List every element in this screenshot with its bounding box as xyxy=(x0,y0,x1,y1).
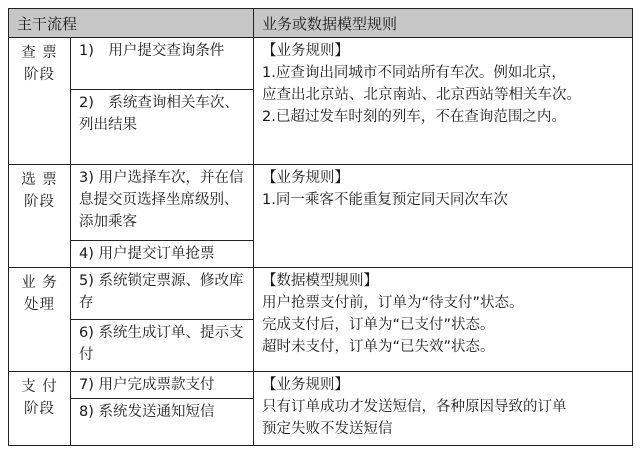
rule-line: 2.已超过发车时刻的列车，不在查询范围之内。 xyxy=(262,109,566,125)
step-cell: 1) 用户提交查询条件 xyxy=(71,38,254,90)
rule-line: 【业务规则】 xyxy=(262,43,350,59)
step-cell: 7) 用户完成票款支付 xyxy=(71,372,254,399)
header-rules: 业务或数据模型规则 xyxy=(254,9,633,38)
stage-name-line: 支 付 xyxy=(21,379,58,395)
stage-cell xyxy=(9,372,71,446)
rule-line: 1.应查询出同城市不同站所有车次。例如北京， xyxy=(262,65,566,81)
stage-name-line: 选 票 xyxy=(21,172,58,188)
rule-line: 应查出北京站、北京南站、北京西站等相关车次。 xyxy=(262,87,582,103)
stage-name-line: 业 务 xyxy=(21,275,58,291)
rule-cell xyxy=(254,165,633,268)
rule-line: 【业务规则】 xyxy=(262,170,350,186)
rule-line: 完成支付后，订单为“已支付”状态。 xyxy=(262,317,495,333)
step-cell: 3) 用户选择车次，并在信息提交页选择坐席级别、添加乘客 xyxy=(71,165,254,241)
rule-cell xyxy=(254,268,633,372)
rule-line: 用户抢票支付前，订单为“待支付”状态。 xyxy=(262,295,524,311)
step-cell: 6) 系统生成订单、提示支付 xyxy=(71,320,254,372)
stage-cell xyxy=(9,268,71,372)
rule-line: 【业务规则】 xyxy=(262,377,350,393)
header-main-process: 主干流程 xyxy=(9,9,254,38)
step-cell: 2) 系统查询相关车次、列出结果 xyxy=(71,90,254,165)
stage-name-line: 处理 xyxy=(24,297,55,313)
table-row xyxy=(9,165,633,241)
rule-line: 【数据模型规则】 xyxy=(262,273,379,289)
table-row xyxy=(9,38,633,90)
rule-line: 1.同一乘客不能重复预定同天同次车次 xyxy=(262,192,508,208)
step-cell: 4) 用户提交订单抢票 xyxy=(71,241,254,268)
stage-name-line: 阶段 xyxy=(24,67,55,83)
table-row xyxy=(9,268,633,320)
step-cell: 8) 系统发送通知短信 xyxy=(71,399,254,446)
rule-line: 只有订单成功才发送短信，各种原因导致的订单 xyxy=(262,399,567,415)
stage-name-line: 阶段 xyxy=(24,401,55,417)
table-row xyxy=(9,372,633,399)
rule-cell xyxy=(254,372,633,446)
stage-cell xyxy=(9,38,71,165)
rule-line: 超时未支付，订单为“已失效”状态。 xyxy=(262,339,495,355)
rule-cell xyxy=(254,38,633,165)
stage-name-line: 查 票 xyxy=(21,45,58,61)
stage-name-line: 阶段 xyxy=(24,194,55,210)
stage-cell xyxy=(9,165,71,268)
step-cell: 5) 系统锁定票源、修改库存 xyxy=(71,268,254,320)
rule-line: 预定失败不发送短信 xyxy=(262,421,393,437)
process-rules-table xyxy=(8,8,633,446)
table-header-row xyxy=(9,9,633,38)
